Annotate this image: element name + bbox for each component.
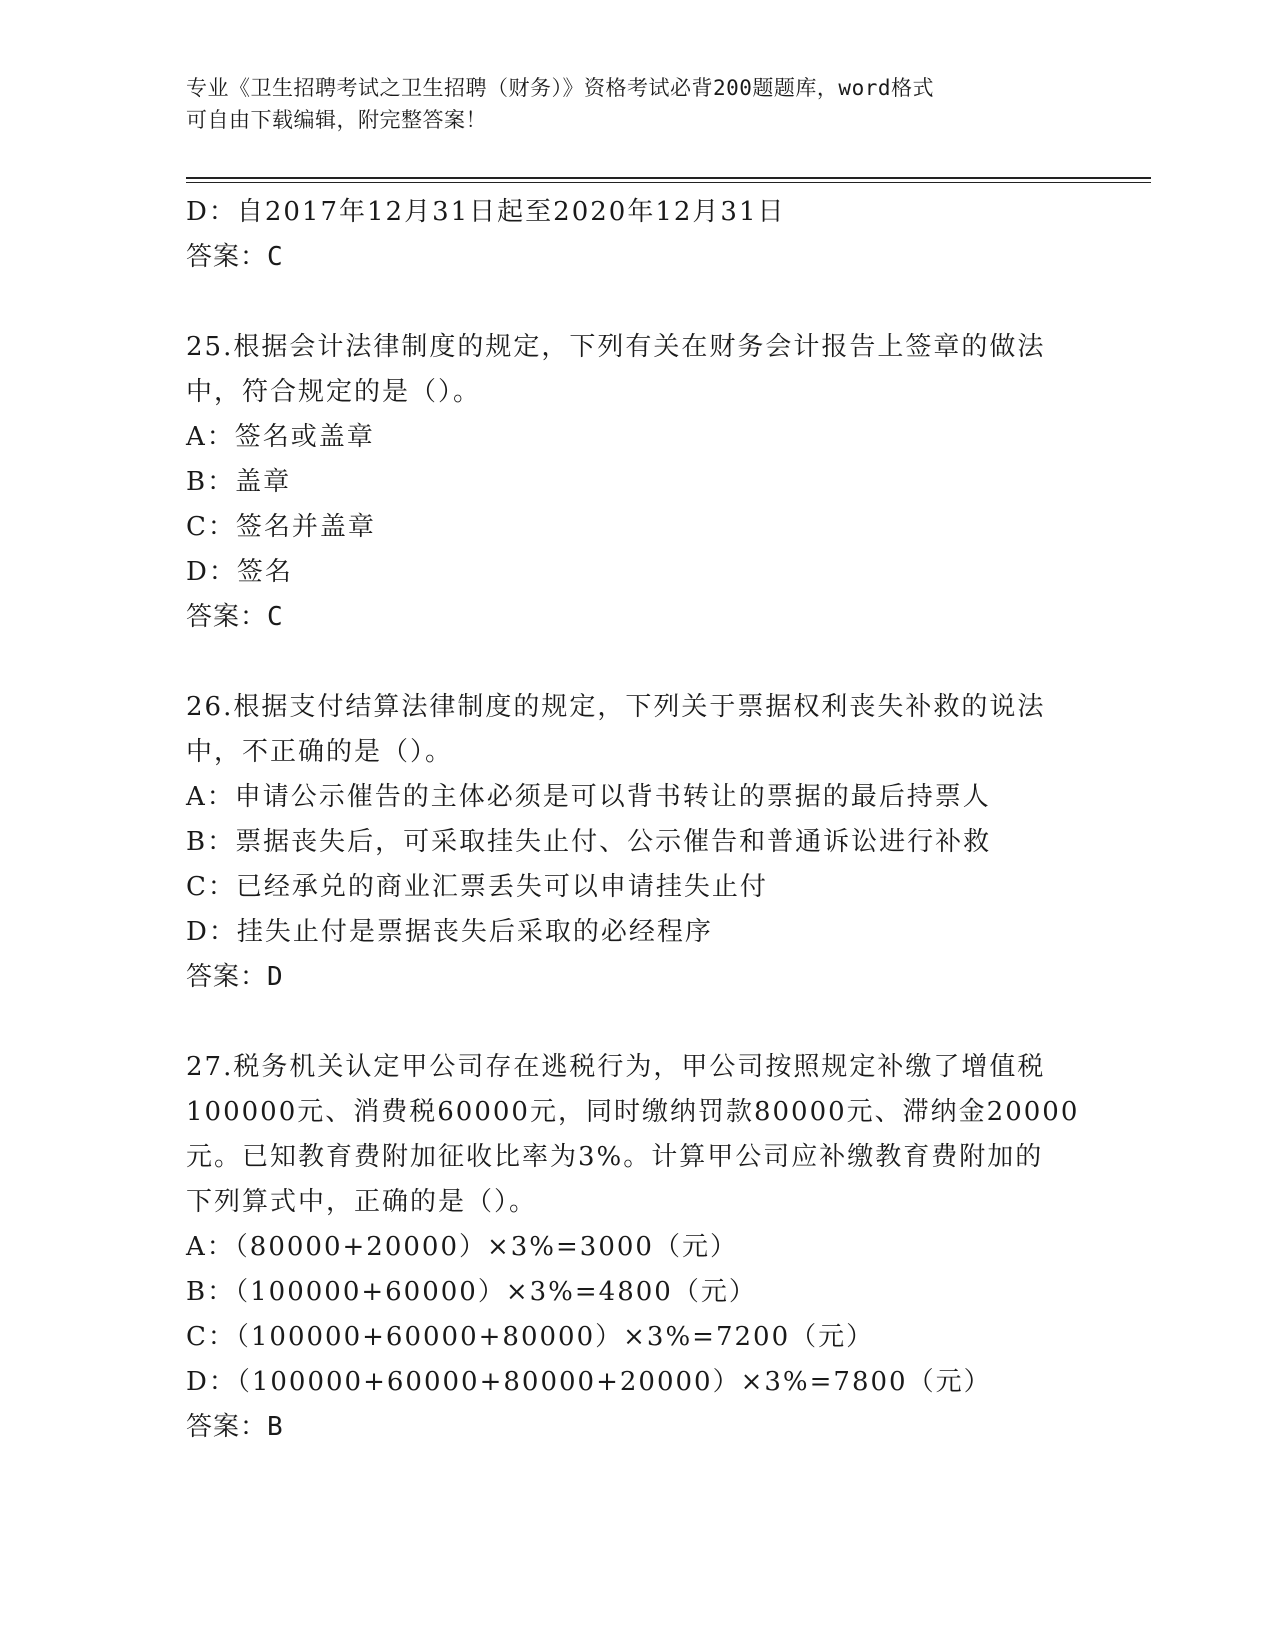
- header-title-line-2: 可自由下载编辑，附完整答案！: [186, 108, 487, 132]
- option-c: C：（100000+60000+80000）×3%=7200（元）: [186, 1322, 875, 1352]
- question-stem-line: 元。已知教育费附加征收比率为3%。计算甲公司应补缴教育费附加的: [186, 1142, 1044, 1172]
- prev-question-option-d: D：自2017年12月31日起至2020年12月31日: [186, 197, 786, 227]
- answer-line: 答案：B: [186, 1412, 284, 1442]
- option-a: A：申请公示催告的主体必须是可以背书转让的票据的最后持票人: [186, 782, 991, 812]
- option-c: C：已经承兑的商业汇票丢失可以申请挂失止付: [186, 872, 768, 902]
- option-a: A：签名或盖章: [186, 422, 375, 452]
- question-stem-line: 中，符合规定的是（）。: [186, 377, 482, 407]
- option-c: C：签名并盖章: [186, 512, 376, 542]
- spacer: [186, 280, 1086, 325]
- option-b: B：票据丧失后，可采取挂失止付、公示催告和普通诉讼进行补救: [186, 827, 992, 857]
- header-divider-top: [186, 177, 1151, 179]
- header-title-line-1: 专业《卫生招聘考试之卫生招聘（财务）》资格考试必背200题题库，word格式: [186, 76, 934, 100]
- question-stem-line: 27.税务机关认定甲公司存在逃税行为，甲公司按照规定补缴了增值税: [186, 1052, 1046, 1082]
- spacer: [186, 1000, 1086, 1045]
- option-d: D：（100000+60000+80000+20000）×3%=7800（元）: [186, 1367, 992, 1397]
- spacer: [186, 640, 1086, 685]
- option-a: A：（80000+20000）×3%=3000（元）: [186, 1232, 738, 1262]
- question-26: [186, 685, 1086, 1000]
- question-25: [186, 325, 1086, 640]
- option-d: D：挂失止付是票据丧失后采取的必经程序: [186, 917, 713, 947]
- prev-question-answer: 答案：C: [186, 242, 284, 272]
- question-stem-line: 下列算式中，正确的是（）。: [186, 1187, 538, 1217]
- document-header: [186, 72, 1066, 136]
- question-stem-line: 100000元、消费税60000元，同时缴纳罚款80000元、滞纳金20000: [186, 1097, 1080, 1127]
- option-d: D：签名: [186, 557, 293, 587]
- question-stem-line: 26.根据支付结算法律制度的规定，下列关于票据权利丧失补救的说法: [186, 692, 1046, 722]
- answer-line: 答案：C: [186, 602, 284, 632]
- question-stem-line: 25.根据会计法律制度的规定，下列有关在财务会计报告上签章的做法: [186, 332, 1046, 362]
- option-b: B：盖章: [186, 467, 292, 497]
- question-stem-line: 中，不正确的是（）。: [186, 737, 454, 767]
- header-divider-bottom: [186, 182, 1151, 183]
- answer-line: 答案：D: [186, 962, 284, 992]
- question-27: [186, 1045, 1086, 1450]
- question-content: [186, 190, 1086, 1450]
- option-b: B：（100000+60000）×3%=4800（元）: [186, 1277, 757, 1307]
